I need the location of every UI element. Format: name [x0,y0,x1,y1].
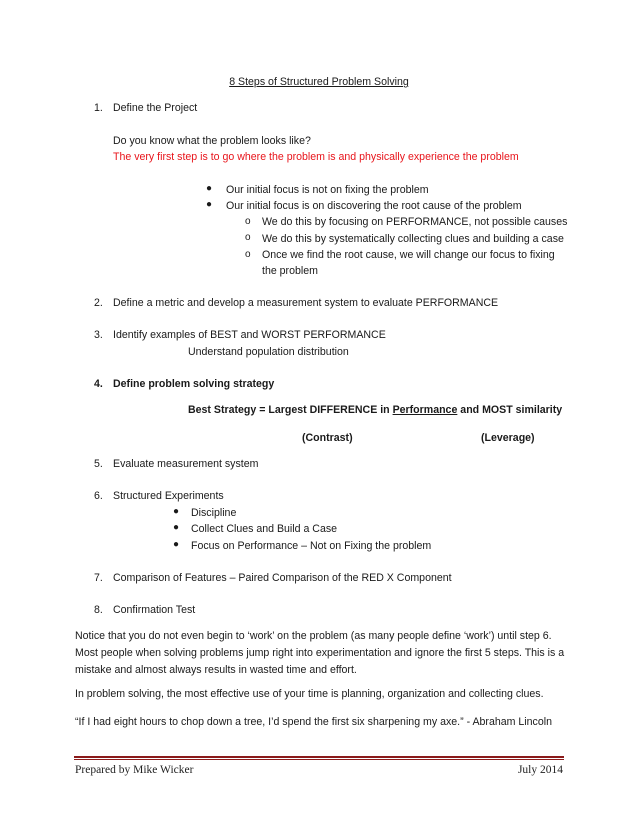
step-6-bullet-1: Discipline [191,507,237,519]
step-1-red-note: The very first step is to go where the problem is and physically experience the problem [113,151,519,163]
step-4-number: 4. [94,378,103,390]
circle-bullet-icon: o [245,216,251,227]
best-strategy-line [188,404,562,416]
bullet-icon: ● [173,522,180,533]
paragraph-notice: Notice that you do not even begin to ‘work’ on the problem (as many people define ‘work’) until step 6. Most people when solving problems jump right into experimentation and ignore the first 5 steps. This is a mistake and almost always results in wasted time and effort. [75,630,565,676]
step-8-label: Confirmation Test [113,604,196,616]
circle-bullet-icon: o [245,249,251,260]
bullet-icon: ● [173,506,180,517]
step-1-sub-bullet-3-cont: the problem [262,265,318,277]
step-5-number: 5. [94,458,103,470]
step-2-number: 2. [94,297,103,309]
strategy-text-pre: Best Strategy = Largest DIFFERENCE in [188,404,393,416]
step-3-sub: Understand population distribution [188,346,349,358]
footer-author: Prepared by Mike Wicker [75,764,194,776]
paragraph-planning: In problem solving, the most effective use of your time is planning, organization and collecting clues. [75,688,544,700]
step-3-label: Identify examples of BEST and WORST PERFORMANCE [113,329,386,341]
step-1-label: Define the Project [113,102,198,114]
step-4-label: Define problem solving strategy [113,378,275,390]
step-6-bullet-2: Collect Clues and Build a Case [191,523,338,535]
step-1-sub-bullet-1: We do this by focusing on PERFORMANCE, not possible causes [262,216,568,228]
step-3-number: 3. [94,329,103,341]
step-7-number: 7. [94,572,103,584]
bullet-icon: ● [173,539,180,550]
strategy-text-underlined: Performance [392,404,458,416]
contrast-label: (Contrast) [302,432,353,444]
step-1-sub-bullet-2: We do this by systematically collecting clues and building a case [262,233,564,245]
lincoln-quote: “If I had eight hours to chop down a tree, I’d spend the first six sharpening my axe.” - Abraham Lincoln [75,716,552,728]
footer-date: July 2014 [517,764,563,776]
step-2-label: Define a metric and develop a measurement system to evaluate PERFORMANCE [113,297,499,309]
step-5-label: Evaluate measurement system [113,458,259,470]
step-8-number: 8. [94,604,103,616]
step-7-label: Comparison of Features – Paired Comparison of the RED X Component [113,572,452,584]
step-1-bullet-2: Our initial focus is on discovering the root cause of the problem [226,200,522,212]
step-1-question: Do you know what the problem looks like? [113,135,311,147]
bullet-icon: ● [206,199,213,210]
footer-rule-thin [74,759,564,760]
step-1-bullet-1: Our initial focus is not on fixing the problem [226,184,429,196]
step-6-bullet-3: Focus on Performance – Not on Fixing the problem [191,540,432,552]
step-6-label: Structured Experiments [113,490,224,502]
step-1-number: 1. [94,102,103,114]
leverage-label: (Leverage) [481,432,535,444]
step-6-number: 6. [94,490,103,502]
circle-bullet-icon: o [245,232,251,243]
footer-rule [74,756,564,758]
step-1-sub-bullet-3: Once we find the root cause, we will change our focus to fixing [262,249,555,261]
strategy-text-post: and MOST similarity [457,404,563,416]
document-title: 8 Steps of Structured Problem Solving [229,76,409,88]
bullet-icon: ● [206,183,213,194]
